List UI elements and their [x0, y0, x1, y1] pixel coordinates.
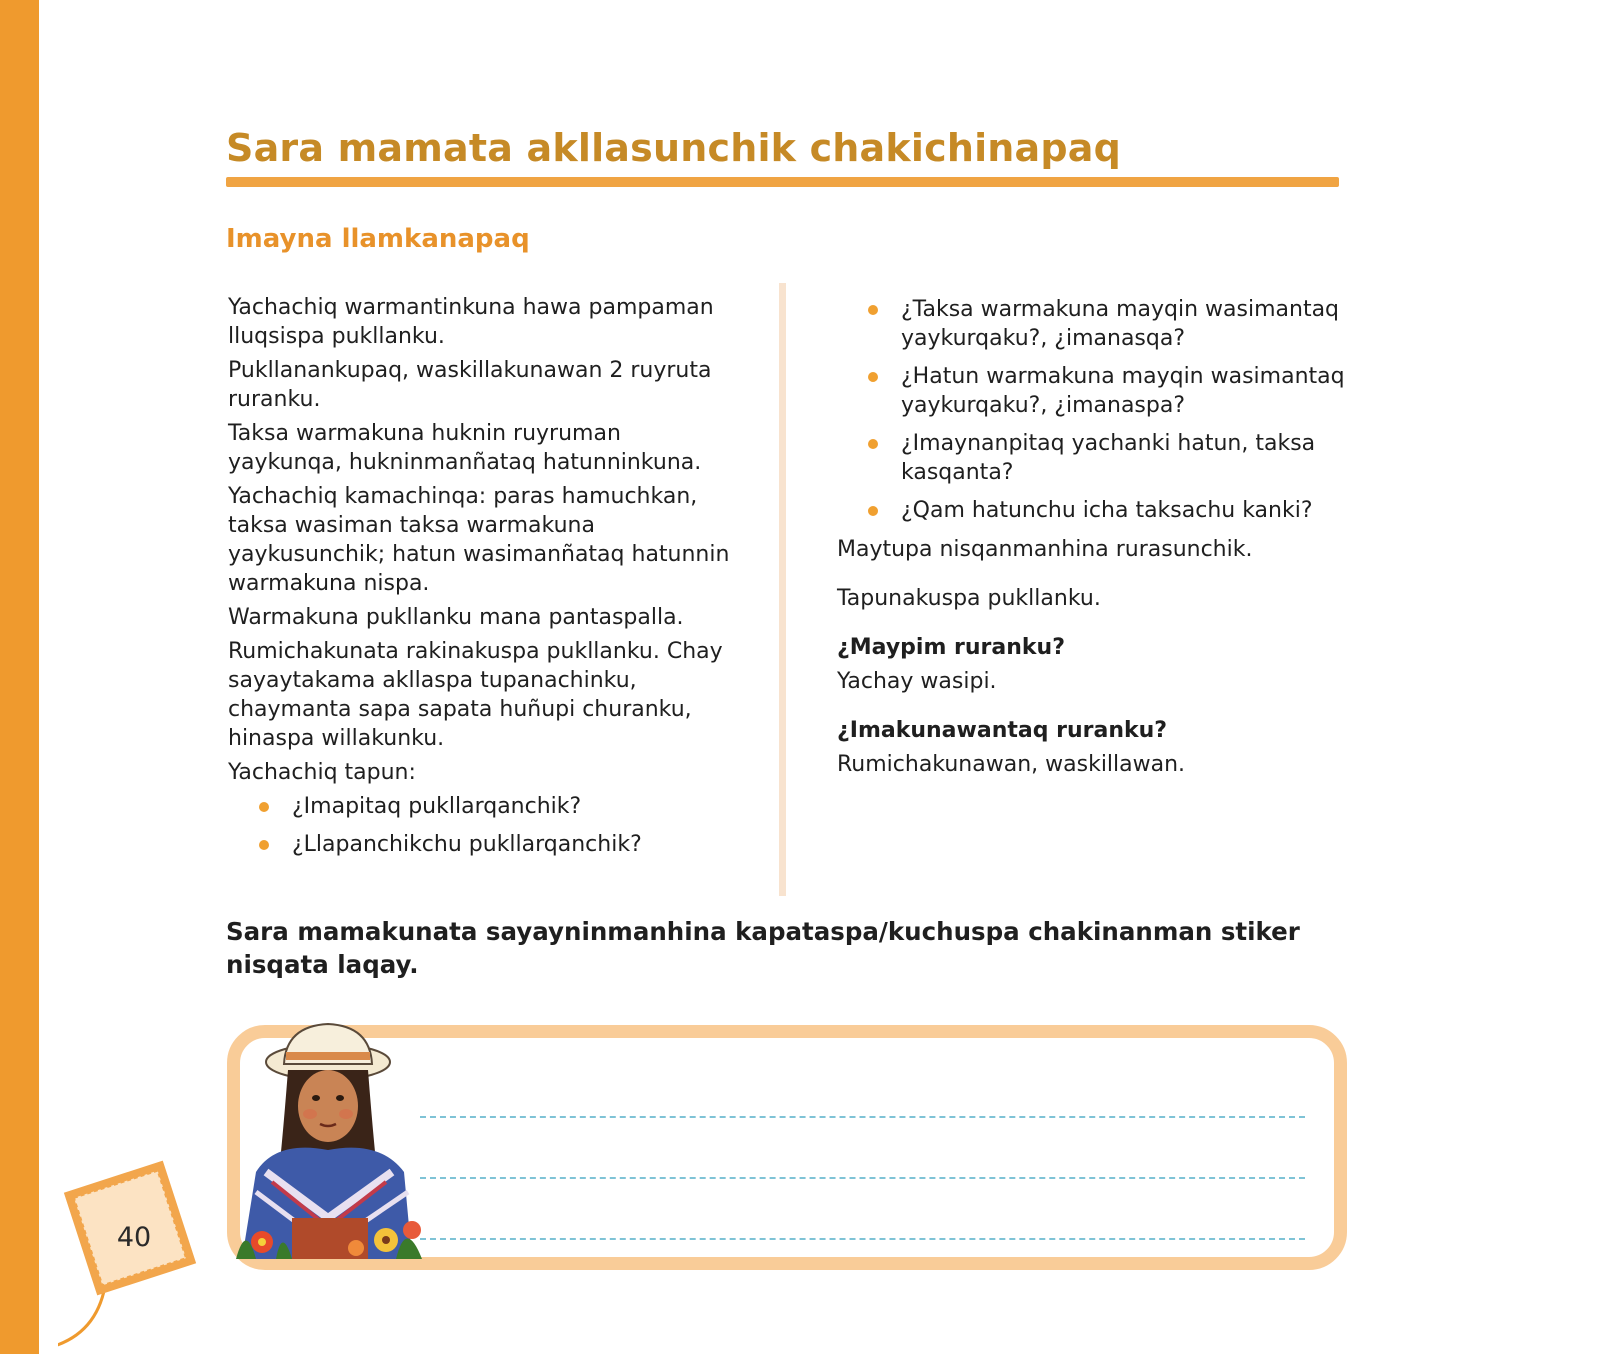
title-underline	[226, 177, 1339, 187]
page-number: 40	[116, 1222, 152, 1253]
bullet-dot-icon	[868, 305, 878, 315]
activity-instruction: Sara mamakunata sayayninmanhina kapataspa/kuchuspa chakinanman stiker nisqata laqay.	[226, 917, 1300, 979]
paragraph: Yachachiq warmantinkuna hawa pampaman lluqsispa pukllanku.	[228, 295, 714, 349]
list-item-text: ¿Llapanchikchu pukllarqanchik?	[292, 832, 642, 857]
question-list	[901, 295, 1347, 525]
child-illustration	[236, 1022, 426, 1259]
bullet-dot-icon	[259, 840, 269, 850]
list-item	[901, 496, 1347, 525]
paragraph: Yachachiq kamachinqa: paras hamuchkan, taksa wasiman taksa warmakuna yaykusunchik; hatun wasimanñataq hatunnin warmakuna nispa.	[228, 484, 730, 596]
paragraph: Maytupa nisqanmanhina rurasunchik.	[837, 537, 1253, 562]
writing-line[interactable]	[420, 1238, 1305, 1240]
list-item	[901, 295, 1347, 353]
list-item-text: ¿Qam hatunchu icha taksachu kanki?	[901, 498, 1313, 523]
list-item	[292, 830, 738, 859]
left-column	[228, 293, 738, 868]
list-item-text: ¿Imaynanpitaq yachanki hatun, taksa kasqanta?	[901, 431, 1316, 485]
question-heading: ¿Maypim ruranku?	[837, 635, 1065, 660]
list-item-text: ¿Hatun warmakuna mayqin wasimantaq yaykurqaku?, ¿imanaspa?	[901, 364, 1345, 418]
bullet-dot-icon	[259, 802, 269, 812]
list-item-text: ¿Taksa warmakuna mayqin wasimantaq yaykurqaku?, ¿imanasqa?	[901, 297, 1340, 351]
question-list	[292, 792, 738, 859]
left-margin-bar	[0, 0, 39, 1354]
bullet-dot-icon	[868, 506, 878, 516]
paragraph: Taksa warmakuna huknin ruyruman yaykunqa, hukninmanñataq hatunninkuna.	[228, 421, 702, 475]
paragraph: Yachachiq tapun:	[228, 760, 416, 785]
list-item	[901, 362, 1347, 420]
list-item	[292, 792, 738, 821]
writing-line[interactable]	[420, 1116, 1305, 1118]
bullet-dot-icon	[868, 372, 878, 382]
list-item-text: ¿Imapitaq pukllarqanchik?	[292, 794, 582, 819]
bullet-dot-icon	[868, 439, 878, 449]
page-title: Sara mamata akllasunchik chakichinapaq	[226, 126, 1122, 170]
answer-text: Rumichakunawan, waskillawan.	[837, 752, 1186, 777]
list-item	[901, 429, 1347, 487]
question-heading: ¿Imakunawantaq ruranku?	[837, 718, 1168, 743]
writing-line[interactable]	[420, 1177, 1305, 1179]
paragraph: Rumichakunata rakinakuspa pukllanku. Chay sayaytakama akllaspa tupanachinku, chaymanta sapa sapata huñupi churanku, hinaspa willakunku.	[228, 639, 723, 751]
paragraph: Pukllanankupaq, waskillakunawan 2 ruyruta ruranku.	[228, 358, 712, 412]
section-subtitle: Imayna llamkanapaq	[226, 224, 530, 254]
right-column	[837, 295, 1347, 779]
column-divider	[779, 283, 786, 896]
answer-text: Yachay wasipi.	[837, 669, 997, 694]
paragraph: Tapunakuspa pukllanku.	[837, 586, 1101, 611]
paragraph: Warmakuna pukllanku mana pantaspalla.	[228, 605, 684, 630]
